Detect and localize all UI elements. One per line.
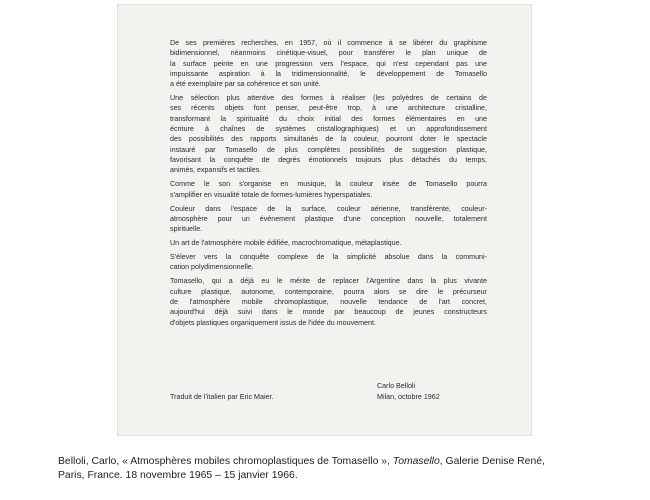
text-line: de l'atmosphère mobile chromoplastique, nouvelle tendance de l'art concret, bbox=[170, 297, 487, 306]
paragraph bbox=[170, 204, 487, 235]
image-caption bbox=[58, 455, 598, 483]
text-line: Un art de l'atmosphère mobile édifiée, macrochromatique, métaplastique. bbox=[170, 239, 402, 248]
text-line: transformant la spiritualité du choix initial des formes élémentaires en une bbox=[170, 114, 487, 123]
paragraph bbox=[170, 252, 487, 273]
paragraph bbox=[170, 179, 487, 200]
caption-title-italic: Tomasello bbox=[392, 456, 440, 467]
text-line: favorisant la conquête de degrés émotionnels toujours plus détachés du temps, bbox=[170, 155, 487, 164]
signature-name: Carlo Belloli bbox=[377, 382, 416, 390]
paragraph bbox=[170, 276, 487, 327]
text-line: Une sélection plus attentive des formes à réaliser (les polyèdres de certains de bbox=[170, 94, 487, 103]
text-line: la surface peinte en une progression vers l'espace, qui n'est cependant pas une bbox=[170, 59, 487, 68]
text-line: De ses premières recherches, en 1957, où il commence à se libérer du graphisme bbox=[170, 39, 487, 47]
text-line: instauré par Tomasello de plus complètes possibilités de suggestion plastique, bbox=[170, 145, 487, 154]
text-line: aujourd'hui déjà suivi dans le monde par beaucoup de jeunes constructeurs bbox=[170, 308, 487, 317]
text-line: animés, expansifs et tactiles. bbox=[170, 166, 262, 175]
text-line: Couleur dans l'espace de la surface, couleur aérienne, transférente, couleur- bbox=[170, 204, 487, 213]
paragraph bbox=[170, 238, 487, 248]
signature-place-date: Milan, octobre 1962 bbox=[377, 393, 440, 401]
text-line: spirituelle. bbox=[170, 225, 203, 234]
text-line: atmosphère pour un événement plastique d'une conception nouvelle, totalement bbox=[170, 214, 487, 223]
text-line: Tomasello, qui a déjà eu le mérite de replacer l'Argentine dans la plus vivante bbox=[170, 277, 487, 286]
translator-note: Traduit de l'italien par Eric Maier. bbox=[170, 393, 274, 401]
text-line: cation polydimensionnelle. bbox=[170, 263, 254, 272]
caption-text-1: Belloli, Carlo, « Atmosphères mobiles chromoplastiques de Tomasello », bbox=[58, 456, 393, 467]
paragraph bbox=[170, 38, 487, 89]
text-line: des possibilités des rapports simultanés de la couleur, pourront doter le spectacle bbox=[170, 135, 487, 144]
paragraph bbox=[170, 93, 487, 175]
text-line: ses récents objets font penser, peut-être trop, à une architecture cristalline, bbox=[170, 104, 487, 113]
text-line: bidimensionnel, néanmoins cinétique-visuel, pour transférer le plan unique de bbox=[170, 49, 487, 58]
text-line: S'élever vers la conquête complexe de la simplicité absolue dans la communi- bbox=[170, 253, 487, 262]
text-line: écriture à chaînes de systèmes cristallographiques) et un approfondissement bbox=[170, 125, 487, 134]
caption-line-1 bbox=[58, 455, 598, 469]
caption-line-2: Paris, France. 18 novembre 1965 – 15 janvier 1966. bbox=[58, 470, 298, 481]
text-line: d'objets plastiques organiquement issus de l'idée du mouvement. bbox=[170, 318, 376, 327]
text-line: a été exemplaire par sa cohérence et son unité. bbox=[170, 80, 321, 89]
text-line: s'amplifier en visualité totale de formes-lumières hyperspatiales. bbox=[170, 190, 373, 199]
text-line: Comme le son s'organise en musique, la couleur irisée de Tomasello pourra bbox=[170, 180, 487, 189]
caption-text-2: , Galerie Denise René, bbox=[439, 456, 545, 467]
text-line: impuissante aspiration à la tridimensionnalité, le développement de Tomasello bbox=[170, 69, 487, 78]
essay-text bbox=[170, 38, 487, 332]
text-line: culture plastique, autonome, contemporaine, pourra alors se dire le précurseur bbox=[170, 287, 487, 296]
